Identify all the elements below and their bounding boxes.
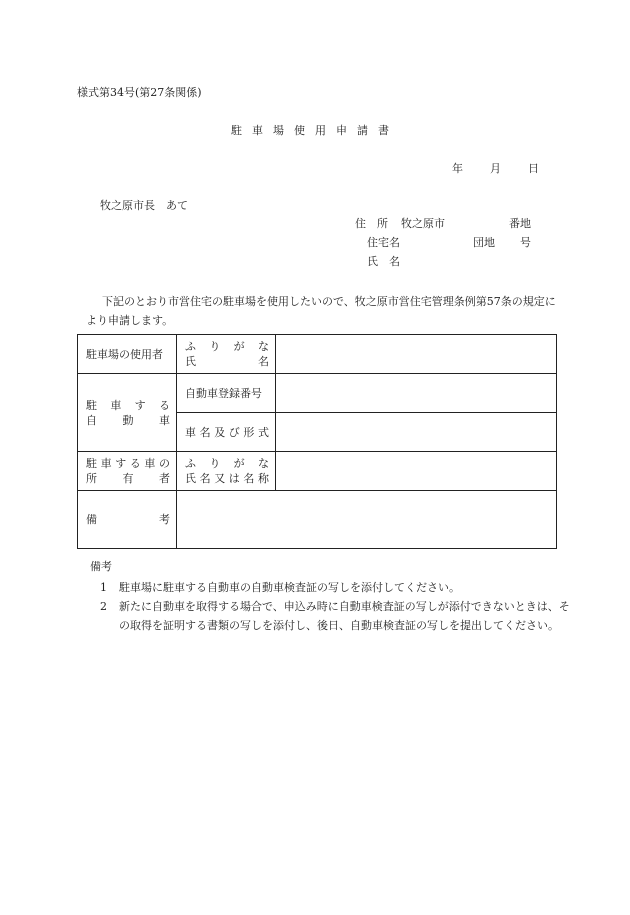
label-char: ふ	[185, 340, 196, 353]
label-char: る	[158, 398, 170, 412]
vehicle-label-bottom	[78, 413, 176, 428]
remarks-label-cell	[78, 491, 177, 549]
label-char: は	[228, 472, 240, 485]
label-char: 式	[257, 425, 269, 439]
label-char: 所	[86, 472, 97, 485]
note-item-1	[100, 578, 560, 597]
label-char: す	[134, 398, 146, 412]
label-char: 称	[257, 472, 269, 485]
user-sub-cell	[177, 335, 276, 374]
owner-name-label	[177, 471, 275, 486]
model-label-cell	[177, 413, 276, 452]
label-char: 名	[199, 425, 211, 439]
address-banchi: 番地	[509, 217, 531, 230]
note-1-text: 駐車場に駐車する自動車の自動車検査証の写しを添付してください。	[119, 581, 460, 594]
label-char: の	[158, 457, 170, 470]
notes-heading: 備考	[90, 560, 112, 573]
label-char: 車	[185, 425, 196, 439]
label-char: 車	[144, 457, 156, 470]
note-2-number: 2	[100, 600, 107, 613]
label-char: り	[209, 340, 221, 353]
vehicle-label-cell	[78, 374, 177, 452]
housing-go: 号	[520, 236, 531, 249]
note-1-number: 1	[100, 581, 107, 594]
label-char: 者	[159, 472, 170, 485]
model-label	[177, 425, 275, 440]
applicant-housing-row	[367, 236, 531, 250]
label-char: 氏	[185, 472, 196, 485]
label-char: 及	[214, 425, 226, 439]
vehicle-reg-row	[78, 374, 557, 413]
addressee: 牧之原市長 あて	[100, 199, 188, 212]
owner-row	[78, 452, 557, 491]
label-char: り	[209, 457, 221, 470]
label-char: 氏	[185, 355, 196, 368]
user-name-label	[177, 354, 275, 369]
label-char: 又	[214, 472, 226, 485]
page-title	[0, 124, 630, 138]
label-char: す	[115, 457, 127, 470]
label-char: 自	[86, 413, 97, 427]
owner-name-field[interactable]	[276, 452, 557, 491]
label-char: 車	[110, 398, 122, 412]
date-line	[452, 162, 539, 176]
date-day: 日	[528, 162, 539, 175]
user-label-cell	[78, 335, 177, 374]
reg-number-field[interactable]	[276, 374, 557, 413]
housing-danchi: 団地	[473, 236, 495, 249]
housing-label: 住宅名	[367, 236, 400, 249]
vehicle-label-top	[78, 398, 176, 413]
label-char: 名	[199, 472, 211, 485]
label-char: 車	[159, 413, 170, 427]
label-char: な	[257, 340, 269, 353]
date-year: 年	[452, 162, 463, 175]
user-row	[78, 335, 557, 374]
address-label: 住 所	[355, 217, 388, 230]
label-char: る	[129, 457, 141, 470]
remarks-row	[78, 491, 557, 549]
label-char: が	[233, 457, 245, 470]
user-name-field[interactable]	[276, 335, 557, 374]
user-label: 駐車場の使用者	[86, 347, 163, 361]
label-char: ふ	[185, 457, 196, 470]
owner-label-bottom	[78, 471, 176, 486]
form-number: 様式第34号(第27条関係)	[77, 86, 202, 99]
model-field[interactable]	[276, 413, 557, 452]
label-char: 駐	[86, 457, 97, 470]
label-char: が	[233, 340, 245, 353]
label-char: 駐	[86, 398, 97, 412]
note-2-text: 新たに自動車を取得する場合で、申込み時に自動車検査証の写しが添付できないときは、その取得を証明する書類の写しを添付し、後日、自動車検査証の写しを提出してください。	[119, 600, 570, 632]
label-char: 備	[86, 513, 97, 526]
label-char: な	[257, 457, 269, 470]
label-char: 考	[159, 513, 170, 526]
label-char: 車	[100, 457, 112, 470]
reg-label: 自動車登録番号	[185, 386, 262, 400]
owner-label-top	[78, 456, 176, 471]
owner-label-cell	[78, 452, 177, 491]
label-char: び	[228, 425, 240, 439]
applicant-name-row	[367, 255, 400, 269]
label-char: 有	[122, 472, 134, 485]
title-text: 駐車場使用申請書	[231, 124, 399, 137]
remarks-field[interactable]	[177, 491, 557, 549]
label-char: 形	[243, 425, 255, 439]
name-label: 氏 名	[367, 255, 400, 268]
address-city: 牧之原市	[401, 217, 445, 230]
reg-label-cell	[177, 374, 276, 413]
label-char: 名	[243, 472, 255, 485]
note-item-2	[100, 597, 579, 635]
application-table	[77, 334, 557, 549]
remarks-label	[78, 512, 176, 527]
intro-paragraph: 下記のとおり市営住宅の駐車場を使用したいので、牧之原市営住宅管理条例第57条の規定により申請します。	[86, 295, 556, 327]
user-furigana-label	[177, 339, 275, 354]
label-char: 動	[122, 413, 134, 427]
applicant-address-row	[355, 217, 531, 231]
owner-furigana-label	[177, 456, 275, 471]
owner-sub-cell	[177, 452, 276, 491]
label-char: 名	[258, 355, 269, 368]
date-month: 月	[490, 162, 501, 175]
